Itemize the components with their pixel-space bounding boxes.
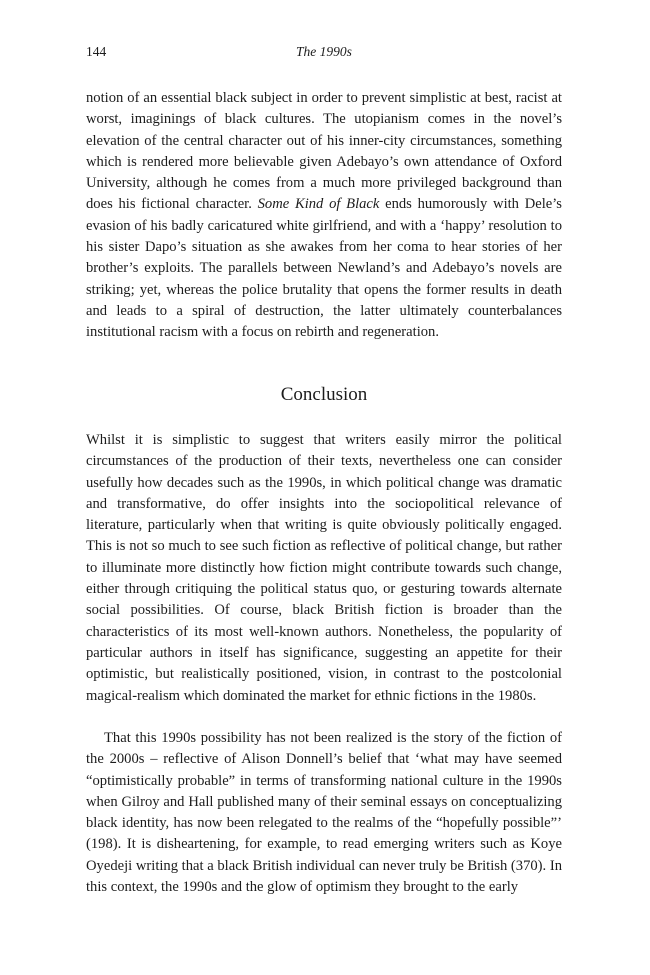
paragraph-1-text-a: notion of an essential black subject in order to prevent simplistic at best, racist at worst, imaginings of black cultures. The utopianism comes in the novel’s elevation of the central character out of his inner-city circumstances, something which is rendered more believable given Adebayo’s own attendance of Oxford University, although he comes from a much more privileged background than does his fictional character. [86,90,562,213]
paragraph-1 [86,88,562,344]
running-head: The 1990s [296,44,352,59]
paragraph-3: That this 1990s possibility has not been realized is the story of the fiction of the 2000s – reflective of Alison Donnell’s belief that ‘what may have seemed “optimistically probable” in terms of transforming national culture in the 1990s when Gilroy and Hall published many of their seminal essays on conceptualizing black identity, has now been relegated to the realms of the “hopefully possible”’ (198). It is disheartening, for example, to read emerging writers such as Koye Oyedeji writing that a black British individual can never truly be British (370). In this context, the 1990s and the glow of optimism they brought to the early [86,730,562,896]
page-number: 144 [86,44,107,59]
book-title: Some Kind of Black [257,196,380,213]
section-heading: Conclusion [280,384,368,405]
page-header [86,44,562,64]
paragraph-1-text-b: ends humorously with Dele’s evasion of his badly caricatured white girlfriend, and with a ‘happy’ resolution to his sister Dapo’s situation as she awakes from her coma to hear stories of her brother’s exploits. The parallels between Newland’s and Adebayo’s novels are striking; yet, whereas the police brutality that opens the former results in death and leads to a spiral of destruction, the latter ultimately counterbalances institutional racism with a focus on rebirth and regeneration. [86,196,562,341]
paragraph-2: Whilst it is simplistic to suggest that writers easily mirror the political circumstances of the production of their texts, nevertheless one can consider usefully how decades such as the 1990s, in which political change was dramatic and transformative, do offer insights into the sociopolitical relevance of literature, particularly when that writing is quite obviously politically engaged. This is not so much to see such fiction as reflective of political change, but rather to illuminate more distinctly how fiction might contribute towards such change, either through critiquing the political status quo, or gesturing towards alternate social possibilities. Of course, black British fiction is broader than the characteristics of its most well-known authors. Nonetheless, the popularity of particular authors in itself has significance, suggesting an appetite for their optimistic, but realistically positioned, vision, in contrast to the postcolonial magical-realism which dominated the market for ethnic fictions in the 1980s. [86,432,562,704]
